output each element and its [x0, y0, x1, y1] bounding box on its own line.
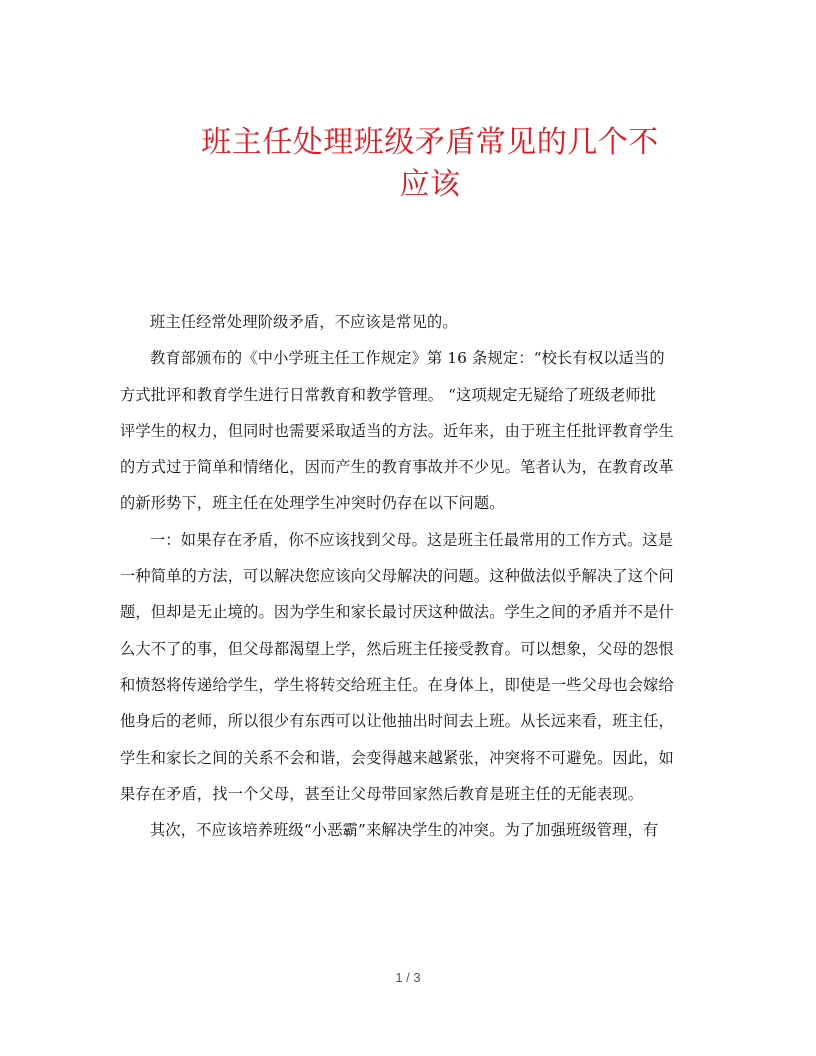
paragraph-line: 班主任经常处理阶级矛盾，不应该是常见的。 [150, 313, 458, 331]
paragraph-line: 么大不了的事，但父母都渴望上学，然后班主任接受教育。可以想象，父母的怨恨 [120, 639, 674, 658]
paragraph-line: 题，但却是无止境的。因为学生和家长最讨厌这种做法。学生之间的矛盾并不是什 [120, 603, 674, 622]
paragraph-line: 和愤怒将传递给学生，学生将转交给班主任。在身体上，即使是一些父母也会嫁给 [120, 675, 674, 694]
paragraph-line: 方式批评和教育学生进行日常教育和教学管理。 “这项规定无疑给了班级老师批 [120, 385, 657, 404]
paragraph-line: 教育部颁布的《中小学班主任工作规定》第 16 条规定：“校长有权以适当的 [150, 349, 665, 368]
paragraph-line: 一种简单的方法，可以解决您应该向父母解决的问题。这种做法似乎解决了这个问 [120, 567, 674, 586]
document-title [120, 122, 740, 206]
paragraph-line: 评学生的权力，但同时也需要采取适当的方法。近年来，由于班主任批评教育学生 [120, 421, 674, 440]
paragraph-line: 的方式过于简单和情绪化，因而产生的教育事故并不少见。笔者认为，在教育改革 [120, 458, 674, 477]
paragraph-line: 学生和家长之间的关系不会和谐，会变得越来越紧张，冲突将不可避免。因此，如 [120, 748, 674, 767]
paragraph-line: 一：如果存在矛盾，你不应该找到父母。这是班主任最常用的工作方式。这是 [150, 530, 674, 549]
page-number: 1 / 3 [395, 970, 421, 985]
paragraph-1 [120, 304, 696, 340]
paragraph-2 [120, 340, 696, 521]
document-body [120, 304, 696, 848]
paragraph-4 [120, 812, 696, 848]
paragraph-3 [120, 522, 696, 812]
paragraph-line: 果存在矛盾，找一个父母，甚至让父母带回家然后教育是班主任的无能表现。 [120, 784, 644, 803]
document-title-line-2: 应该 [399, 167, 461, 203]
document-title-line-1: 班主任处理班级矛盾常见的几个不 [201, 125, 659, 161]
paragraph-line: 他身后的老师，所以很少有东西可以让他抽出时间去上班。从长远来看，班主任， [120, 712, 674, 731]
paragraph-line: 的新形势下，班主任在处理学生冲突时仍存在以下问题。 [120, 494, 505, 513]
paragraph-line: 其次，不应该培养班级“小恶霸”来解决学生的冲突。为了加强班级管理，有 [150, 821, 659, 840]
